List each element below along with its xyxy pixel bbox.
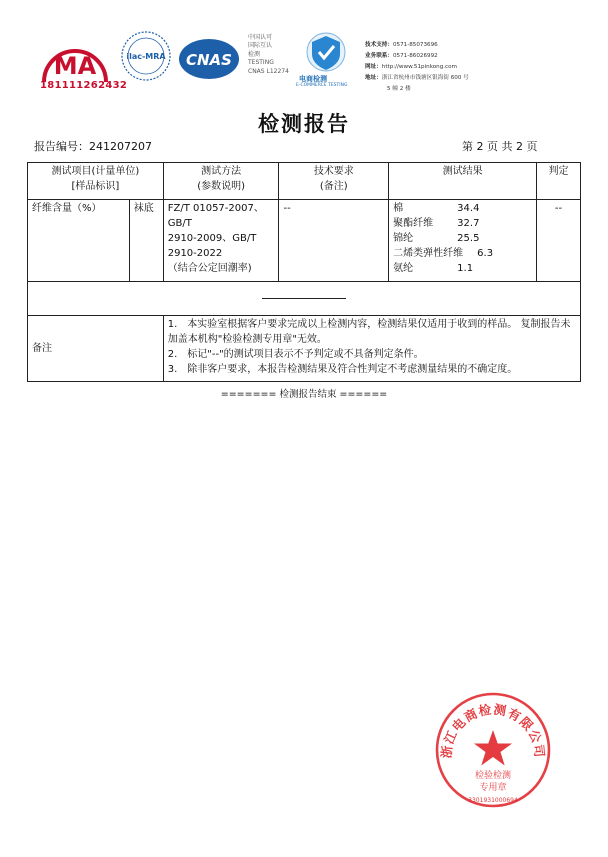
separator-row xyxy=(28,282,581,316)
row-item: 纤维含量（%） xyxy=(28,200,130,282)
report-end-line: ======= 检测报告结束 ====== xyxy=(220,389,388,400)
cma-number: 181111262432 xyxy=(40,80,128,91)
ilac-mra-logo xyxy=(120,30,172,82)
cnas-text: CNAS xyxy=(186,51,232,69)
table-row xyxy=(28,200,581,282)
notes-row xyxy=(28,316,581,382)
contact-info: 技术支持：0571-85073696 业务联系：0571-86026992 网址：http://www.51pinkong.com 地址：浙江省杭州市钱塘区银海街 600 号 5 幢 2 楼 xyxy=(365,42,469,92)
result-table xyxy=(27,162,581,382)
page-info: 第 2 页 共 2 页 xyxy=(462,140,538,153)
lab-logo-name: 电商检测 xyxy=(299,75,327,83)
cma-text: MA xyxy=(53,52,97,80)
seal-sub: 专用章 xyxy=(479,783,507,793)
cnas-caption: 中国认可 国际互认 检测 TESTING CNAS L12274 xyxy=(248,34,289,75)
header-judgement: 判定 xyxy=(537,163,581,200)
header-method: 测试方法 (参数说明) xyxy=(163,163,279,200)
ilac-text: ilac-MRA xyxy=(126,52,166,61)
row-judgement: -- xyxy=(537,200,581,282)
lab-logo-en: E-COMMERCE TESTING xyxy=(296,83,348,88)
row-sample: 袜底 xyxy=(129,200,163,282)
row-method: FZ/T 01057-2007、GB/T 2910-2009、GB/T 2910-2022 （结合公定回潮率) xyxy=(163,200,279,282)
official-seal xyxy=(433,690,553,810)
row-results: 棉 34.4 聚酯纤维 32.7 锦纶 25.5 二烯类弹性纤维 6.3 氨纶 1.1 xyxy=(389,200,537,282)
separator-line xyxy=(262,298,346,299)
header-item: 测试项目(计量单位) [样品标识] xyxy=(28,163,164,200)
cnas-logo xyxy=(178,37,240,81)
seal-org: 浙江电商检测有限公司 xyxy=(438,701,548,759)
notes-content: 1. 本实验室根据客户要求完成以上检测内容，检测结果仅适用于收到的样品。 复制报告未加盖本机构"检验检测专用章"无效。 2. 标记"--"的测试项目表示不予判定或不具备判定条件。 3. 除非客户要求，本报告检测结果及符合性判定不考虑测量结果的不确定度。 xyxy=(163,316,580,382)
seal-code: 3301931000694 xyxy=(468,797,518,804)
notes-label: 备注 xyxy=(28,316,164,382)
report-number: 报告编号：241207207 xyxy=(34,140,152,153)
table-header-row xyxy=(28,163,581,200)
star-icon xyxy=(474,730,512,766)
header-result: 测试结果 xyxy=(389,163,537,200)
row-requirement: -- xyxy=(279,200,389,282)
seal-center: 检验检测 xyxy=(474,771,512,781)
header-requirement: 技术要求 (备注) xyxy=(279,163,389,200)
document-title: 检测报告 xyxy=(258,112,350,136)
